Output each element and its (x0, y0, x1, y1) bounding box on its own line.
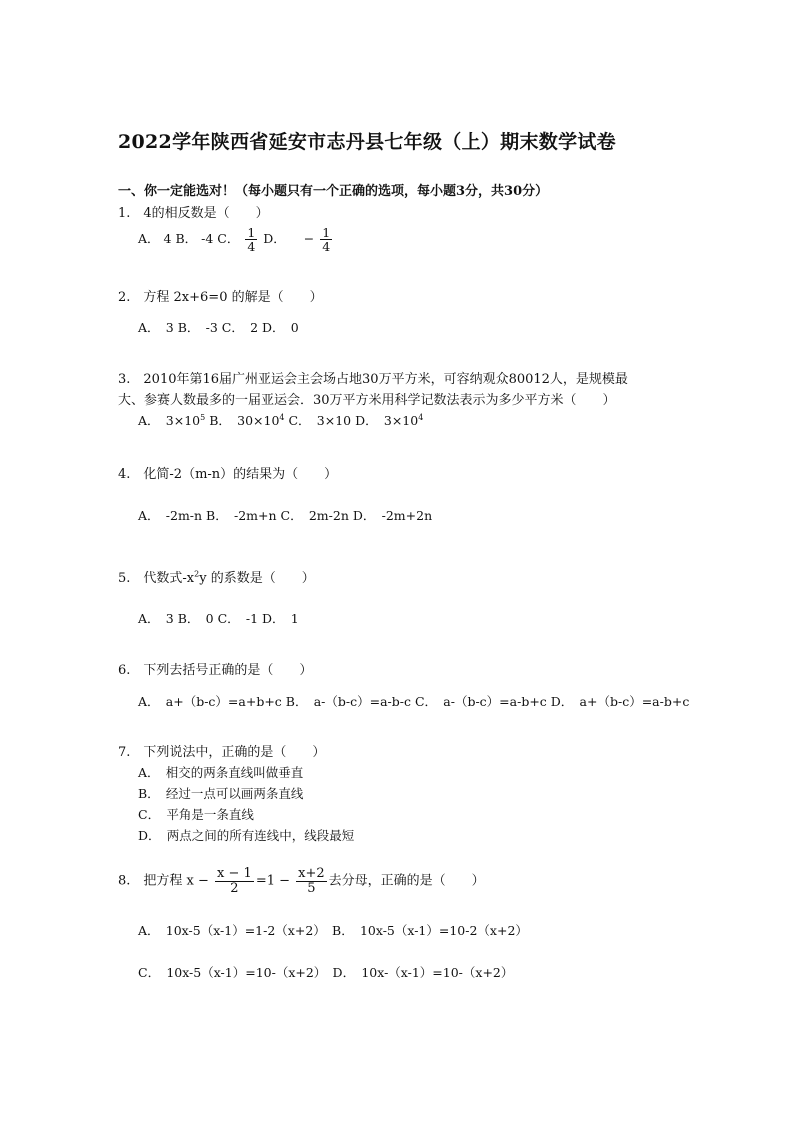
question-6-options: A． a+（b-c）=a+b+c B． a-（b-c）=a-b-c C． a-（b-c）=a-b+c D． a+（b-c）=a-b+c (138, 694, 690, 709)
option-a-label: A． (138, 231, 160, 247)
question-1-options (138, 226, 334, 253)
minus-sign: − (303, 231, 315, 247)
question-8-options-row-2: C． 10x-5（x-1）=10-（x+2） D． 10x-（x-1）=10-（x+2） (138, 965, 514, 980)
exponent: 4 (279, 412, 285, 422)
question-3-line-1: 3. 2010年第16届广州亚运会主会场占地30万平方米，可容纳观众80012人，是规模最 (118, 372, 628, 387)
fraction-x-minus-1-over-2 (215, 867, 254, 895)
fraction-one-quarter (245, 226, 257, 253)
question-2: 2. 方程 2x+6=0 的解是（ ） (118, 290, 323, 305)
section-heading: 一、你一定能选对！（每小题只有一个正确的选项，每小题3分，共30分） (118, 184, 549, 199)
option-a-text: A． 3×10 (138, 413, 201, 428)
question-8-mid: =1 − (255, 873, 291, 889)
question-6: 6. 下列去括号正确的是（ ） (118, 663, 313, 678)
question-8-post: 去分母，正确的是（ ） (328, 873, 485, 889)
exponent: 5 (200, 412, 206, 422)
fraction-denominator: 2 (230, 880, 239, 896)
question-8-options-row-1: A． 10x-5（x-1）=1-2（x+2） B． 10x-5（x-1）=10-2（x+2） (138, 923, 528, 938)
fraction-x-plus-2-over-5 (296, 867, 327, 895)
question-1: 1. 4的相反数是（ ） (118, 206, 269, 221)
question-7: 7. 下列说法中，正确的是（ ） (118, 745, 326, 760)
fraction-numerator: x − 1 (217, 866, 252, 881)
option-b-text: -4 C． (201, 231, 240, 247)
question-5-text-pre: 5. 代数式-x (118, 571, 195, 586)
question-4: 4. 化简-2（m-n）的结果为（ ） (118, 467, 338, 482)
question-5-options: A． 3 B． 0 C． -1 D． 1 (138, 611, 299, 626)
question-7-option-d: D． 两点之间的所有连线中，线段最短 (138, 828, 355, 843)
option-d-label: D． (263, 231, 286, 247)
question-4-options: A． -2m-n B． -2m+n C． 2m-2n D． -2m+2n (138, 508, 433, 523)
question-5 (118, 567, 315, 586)
question-8-pre: 8. 把方程 x − (118, 873, 209, 889)
fraction-numerator: 1 (247, 225, 256, 240)
fraction-denominator: 5 (307, 880, 316, 896)
exponent: 2 (194, 569, 200, 579)
question-2-options: A． 3 B． -3 C． 2 D． 0 (138, 320, 299, 335)
question-7-option-a: A． 相交的两条直线叫做垂直 (138, 765, 304, 780)
exponent: 4 (418, 412, 424, 422)
question-7-option-b: B． 经过一点可以画两条直线 (138, 786, 304, 801)
question-8 (118, 867, 485, 895)
fraction-denominator: 4 (247, 239, 256, 255)
option-cd-text: C． 3×10 D． 3×10 (284, 413, 419, 428)
page-title: 2022学年陕西省延安市志丹县七年级（上）期末数学试卷 (118, 131, 616, 153)
option-a-text: 4 B． (163, 231, 198, 247)
option-b-text: B． 30×10 (205, 413, 280, 428)
fraction-numerator: 1 (322, 225, 331, 240)
question-5-text-post: y 的系数是（ ） (199, 571, 315, 586)
question-3-line-2: 大、参赛人数最多的一届亚运会．30万平方米用科学记数法表示为多少平方米（ ） (118, 393, 616, 408)
fraction-denominator: 4 (322, 239, 331, 255)
fraction-neg-one-quarter (320, 226, 332, 253)
fraction-numerator: x+2 (298, 866, 325, 881)
question-7-option-c: C． 平角是一条直线 (138, 807, 254, 822)
question-3-options (138, 411, 423, 429)
